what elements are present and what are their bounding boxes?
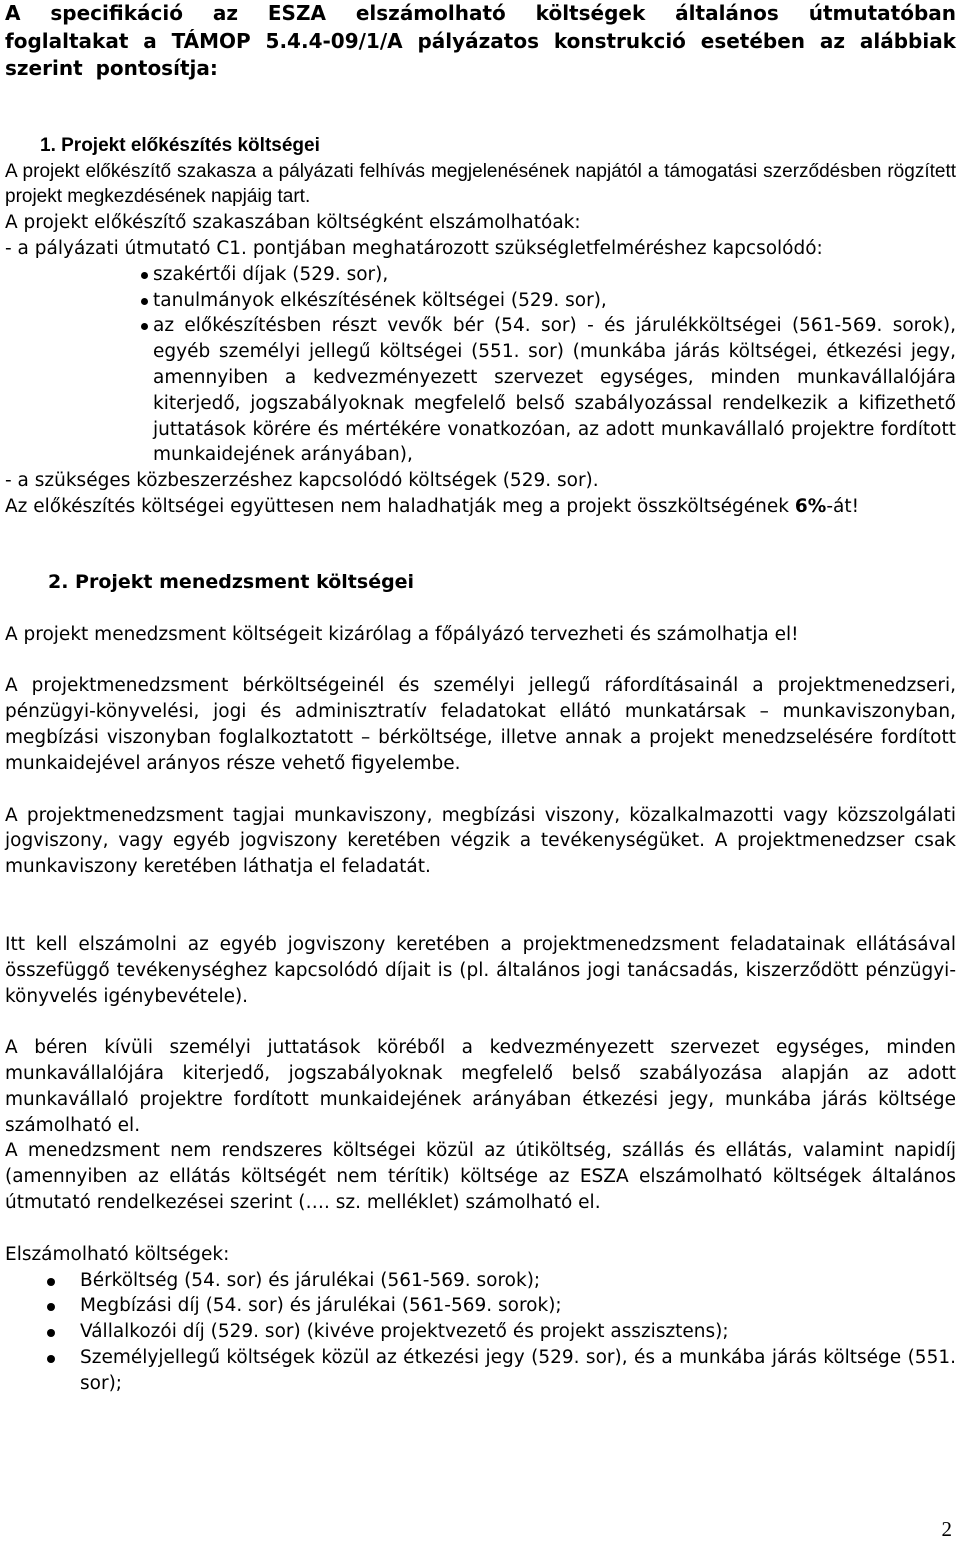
list-item: tanulmányok elkészítésének költségei (529. sor), — [153, 288, 956, 314]
list-item: Megbízási díj (54. sor) és járulékai (561-569. sorok); — [80, 1293, 956, 1319]
intro-paragraph: A specifikáció az ESZA elszámolható költségek általános útmutatóban foglaltakat a TÁMOP 5.4.4-09/1/A pályázatos konstrukció esetében az alábbiak szerint pontosítja: — [5, 1, 956, 81]
section-2-paragraph-3: A projektmenedzsment tagjai munkaviszony, megbízási viszony, közalkalmazotti vagy közszolgálati jogviszony, vagy egyéb jogviszony keretében végzik a tevékenységüket. A projektmenedzser csak munkaviszony keretében láthatja el feladatát. — [5, 804, 956, 878]
list-item: Bérköltség (54. sor) és járulékai (561-569. sorok); — [80, 1268, 956, 1294]
eligible-costs-list — [5, 1268, 956, 1397]
eligible-costs-label: Elszámolható költségek: — [5, 1243, 230, 1265]
bullet-icon — [141, 323, 148, 330]
bullet-icon — [47, 1303, 55, 1311]
section-1-paragraph-1: A projekt előkészítő szakasza a pályázati felhívás megjelenésének napjától a támogatási szerződésben rögzített projekt megkezdésének napjáig tart. — [5, 160, 956, 208]
list-item: az előkészítésben részt vevők bér (54. sor) - és járulékköltségei (561-569. sorok), egyéb személyi jellegű költségei (551. sor) (munkába járás költségei, étkezési jegy, amennyiben a kedvezményezett szervezet egységes, minden munkavállalójára kiterjedő, jogszabályoknak megfelelő belső szabályozással rendelkezik a kifizethető juttatások körére és mértékére vonatkozóan, az adott munkavállaló projektre fordított munkaidejének arányában), — [153, 313, 956, 468]
section-2-paragraph-2: A projektmenedzsment bérköltségeinél és személyi jellegű ráfordításainál a projektmenedzseri, pénzügyi-könyvelési, jogi és adminisztratív feladatokat ellátó munkatársak – munkaviszonyban, megbízási viszonyban foglalkoztatott – bérköltsége, illetve annak a projekt menedzselésére fordított munkaidejével arányos része vehető figyelembe. — [5, 675, 956, 774]
section-2-heading: 2. Projekt menedzsment költségei — [48, 570, 415, 593]
section-1-paragraph-2: A projekt előkészítő szakaszában költségként elszámolhatóak: — [5, 212, 581, 234]
bullet-icon — [47, 1329, 55, 1337]
section-2-paragraph-5: A béren kívüli személyi juttatások köréből a kedvezményezett szervezet egységes, minden munkavállalójára kiterjedő, jogszabályoknak megfelelő belső szabályozása alapján az adott munkavállaló projektre fordított munkaidejének arányában étkezési jegy, munkába járás költsége számolható el. — [5, 1037, 956, 1136]
percentage-value: 6% — [794, 495, 827, 517]
section-1-paragraph-4: - a szükséges közbeszerzéshez kapcsolódó költségek (529. sor). — [5, 470, 599, 492]
list-item: szakértői díjak (529. sor), — [153, 262, 956, 288]
page-number: 2 — [941, 1517, 952, 1541]
section-2-paragraph-1: A projekt menedzsment költségeit kizárólag a főpályázó tervezheti és számolhatja el! — [5, 623, 799, 645]
list-item: Vállalkozói díj (529. sor) (kivéve projektvezető és projekt asszisztens); — [80, 1319, 956, 1345]
section-2-paragraph-4: Itt kell elszámolni az egyéb jogviszony keretében a projektmenedzsment feladatainak ellátásával összefüggő tevékenységhez kapcsolódó díjait is (pl. általános jogi tanácsadás, kiszerződött pénzügyi-könyvelés igénybevétele). — [5, 933, 956, 1007]
section-1-paragraph-5: Az előkészítés költségei együttesen nem haladhatják meg a projekt összköltségének 6%-át! — [5, 495, 859, 517]
section-1-bullet-list — [5, 262, 956, 468]
section-2-paragraph-6: A menedzsment nem rendszeres költségei közül az útiköltség, szállás és ellátás, valamint napidíj (amennyiben az ellátás költségét nem térítik) költsége az ESZA elszámolható költségek általános útmutató rendelkezései szerint (…. sz. melléklet) számolható el. — [5, 1140, 956, 1214]
list-item: Személyjellegű költségek közül az étkezési jegy (529. sor), és a munkába járás költsége (551. sor); — [80, 1345, 956, 1397]
bullet-icon — [141, 298, 148, 305]
bullet-icon — [47, 1355, 55, 1363]
section-1-heading: 1. Projekt előkészítés költségei — [40, 134, 320, 156]
bullet-icon — [141, 272, 148, 279]
bullet-icon — [47, 1278, 55, 1286]
section-1-paragraph-3: - a pályázati útmutató C1. pontjában meghatározott szükségletfelméréshez kapcsolódó: — [5, 237, 823, 259]
